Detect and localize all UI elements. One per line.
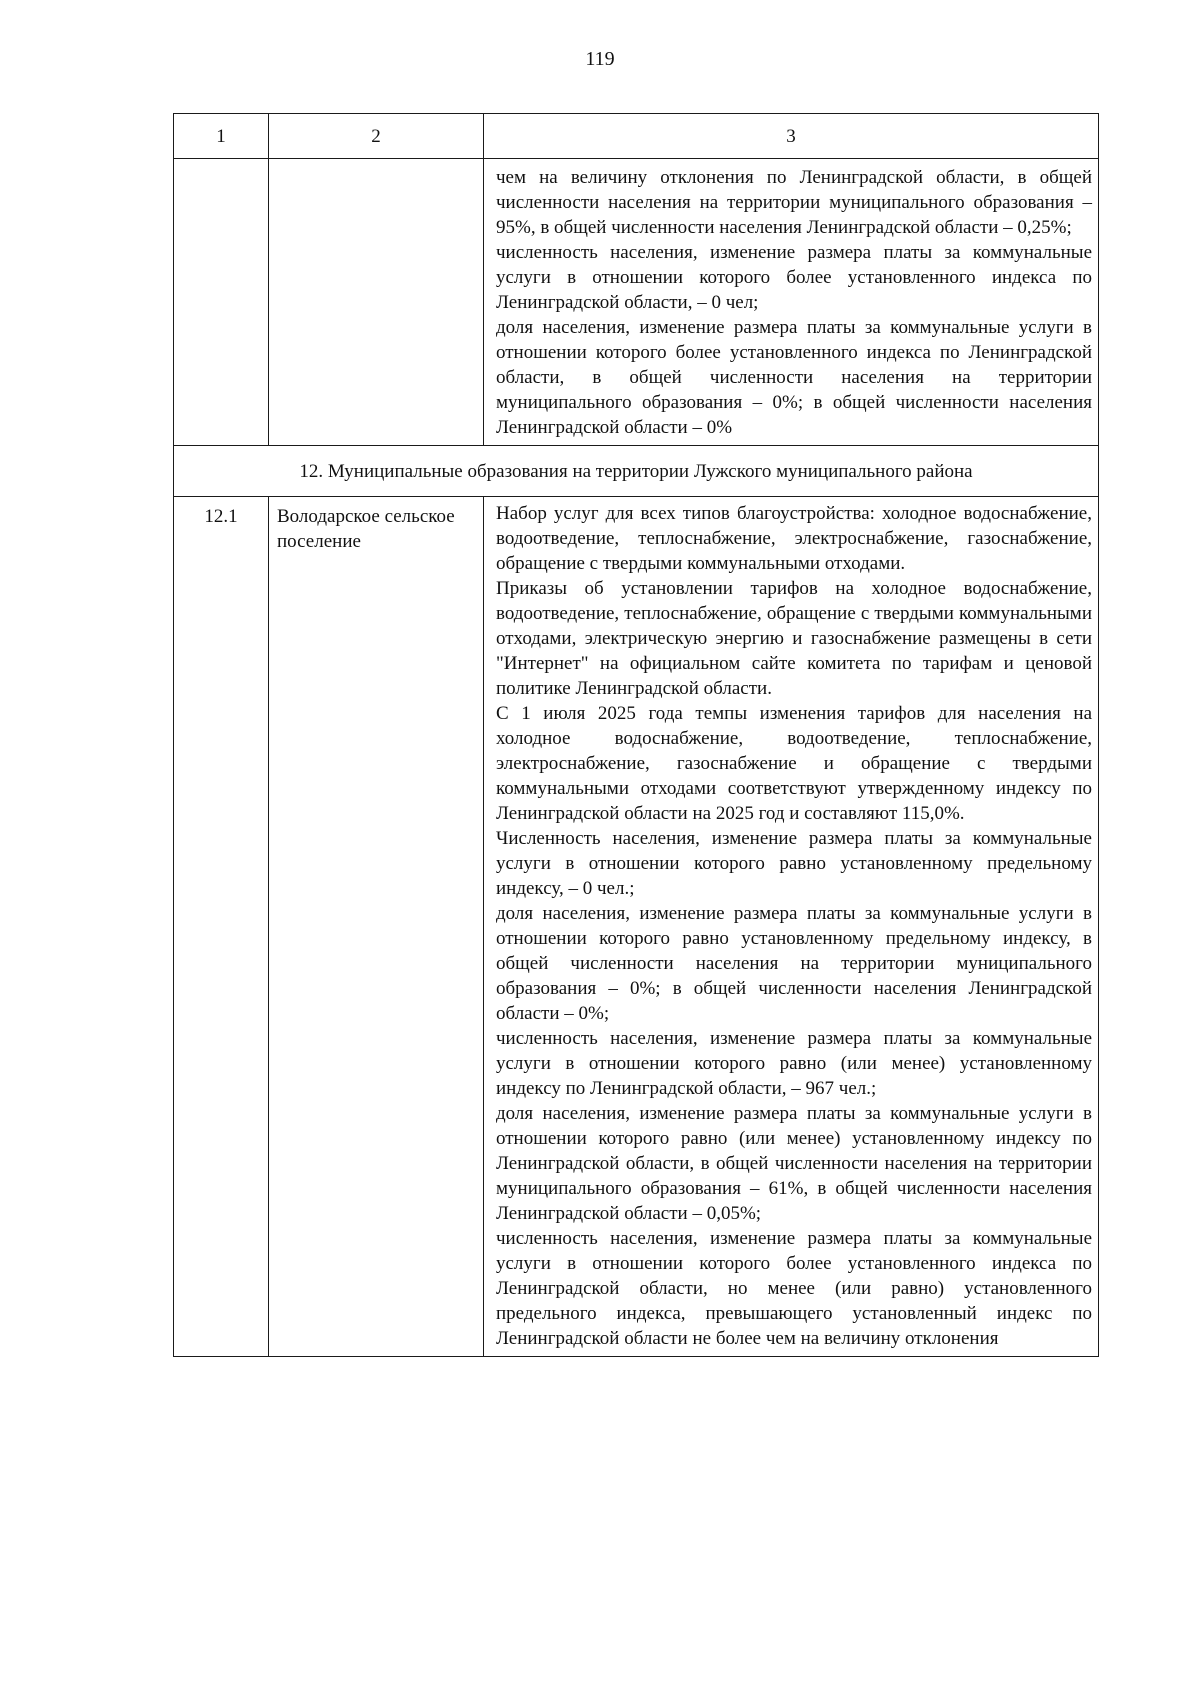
continuation-paragraph: чем на величину отклонения по Ленинградской области, в общей численности населения на территории муниципального образования – 95%, в общей численности населения Ленинградской области – 0,25%;	[496, 167, 1092, 238]
row-paragraph: доля населения, изменение размера платы за коммунальные услуги в отношении которого равно (или менее) установленному индексу по Ленинградской области, в общей численности населения на территории муниципального образования – 61%, в общей численности населения Ленинградской области – 0,05%;	[496, 1103, 1092, 1224]
row-paragraph: численность населения, изменение размера платы за коммунальные услуги в отношении которого более установленного индекса по Ленинградской области, но менее (или равно) установленного предельного индекса, превышающего установленный индекс по Ленинградской области не более чем на величину отклонения	[496, 1228, 1092, 1349]
continuation-number-cell	[174, 159, 269, 446]
row-paragraph: численность населения, изменение размера платы за коммунальные услуги в отношении которого равно (или менее) установленному индексу по Ленинградской области, – 967 чел.;	[496, 1028, 1092, 1099]
row-paragraph: доля населения, изменение размера платы за коммунальные услуги в отношении которого равно установленному предельному индексу, в общей численности населения на территории муниципального образования – 0%; в общей численности населения Ленинградской области – 0%;	[496, 903, 1092, 1024]
continuation-name-cell	[269, 159, 484, 446]
continuation-row	[174, 159, 1099, 446]
section-title: 12. Муниципальные образования на территории Лужского муниципального района	[174, 446, 1099, 497]
column-header-3: 3	[484, 114, 1099, 159]
row-paragraph: С 1 июля 2025 года темпы изменения тарифов для населения на холодное водоснабжение, водоотведение, теплоснабжение, электроснабжение, газоснабжение и обращение с твердыми коммунальными отходами соответствуют утвержденному индексу по Ленинградской области на 2025 год и составляют 115,0%.	[496, 703, 1092, 824]
municipality-name: Володарское сельское поселение	[269, 497, 484, 1357]
table-row	[174, 497, 1099, 1357]
row-paragraph: Набор услуг для всех типов благоустройства: холодное водоснабжение, водоотведение, теплоснабжение, электроснабжение, газоснабжение, обращение с твердыми коммунальными отходами.	[496, 503, 1092, 574]
document-table	[173, 113, 1099, 1357]
section-row	[174, 446, 1099, 497]
continuation-paragraph: численность населения, изменение размера платы за коммунальные услуги в отношении которого более установленного индекса по Ленинградской области, – 0 чел;	[496, 242, 1092, 313]
continuation-paragraph: доля населения, изменение размера платы за коммунальные услуги в отношении которого более установленного индекса по Ленинградской области, в общей численности населения на территории муниципального образования – 0%; в общей численности населения Ленинградской области – 0%	[496, 317, 1092, 438]
table-header-row	[174, 114, 1099, 159]
row-number: 12.1	[174, 497, 269, 1357]
continuation-text-cell	[484, 159, 1099, 446]
page-number: 119	[585, 48, 615, 70]
row-paragraph: Приказы об установлении тарифов на холодное водоснабжение, водоотведение, теплоснабжение, обращение с твердыми коммунальными отходами, электрическую энергию и газоснабжение размещены в сети "Интернет" на официальном сайте комитета по тарифам и ценовой политике Ленинградской области.	[496, 578, 1092, 699]
row-text-cell	[484, 497, 1099, 1357]
column-header-1: 1	[174, 114, 269, 159]
row-paragraph: Численность населения, изменение размера платы за коммунальные услуги в отношении которого равно установленному предельному индексу, – 0 чел.;	[496, 828, 1092, 899]
column-header-2: 2	[269, 114, 484, 159]
